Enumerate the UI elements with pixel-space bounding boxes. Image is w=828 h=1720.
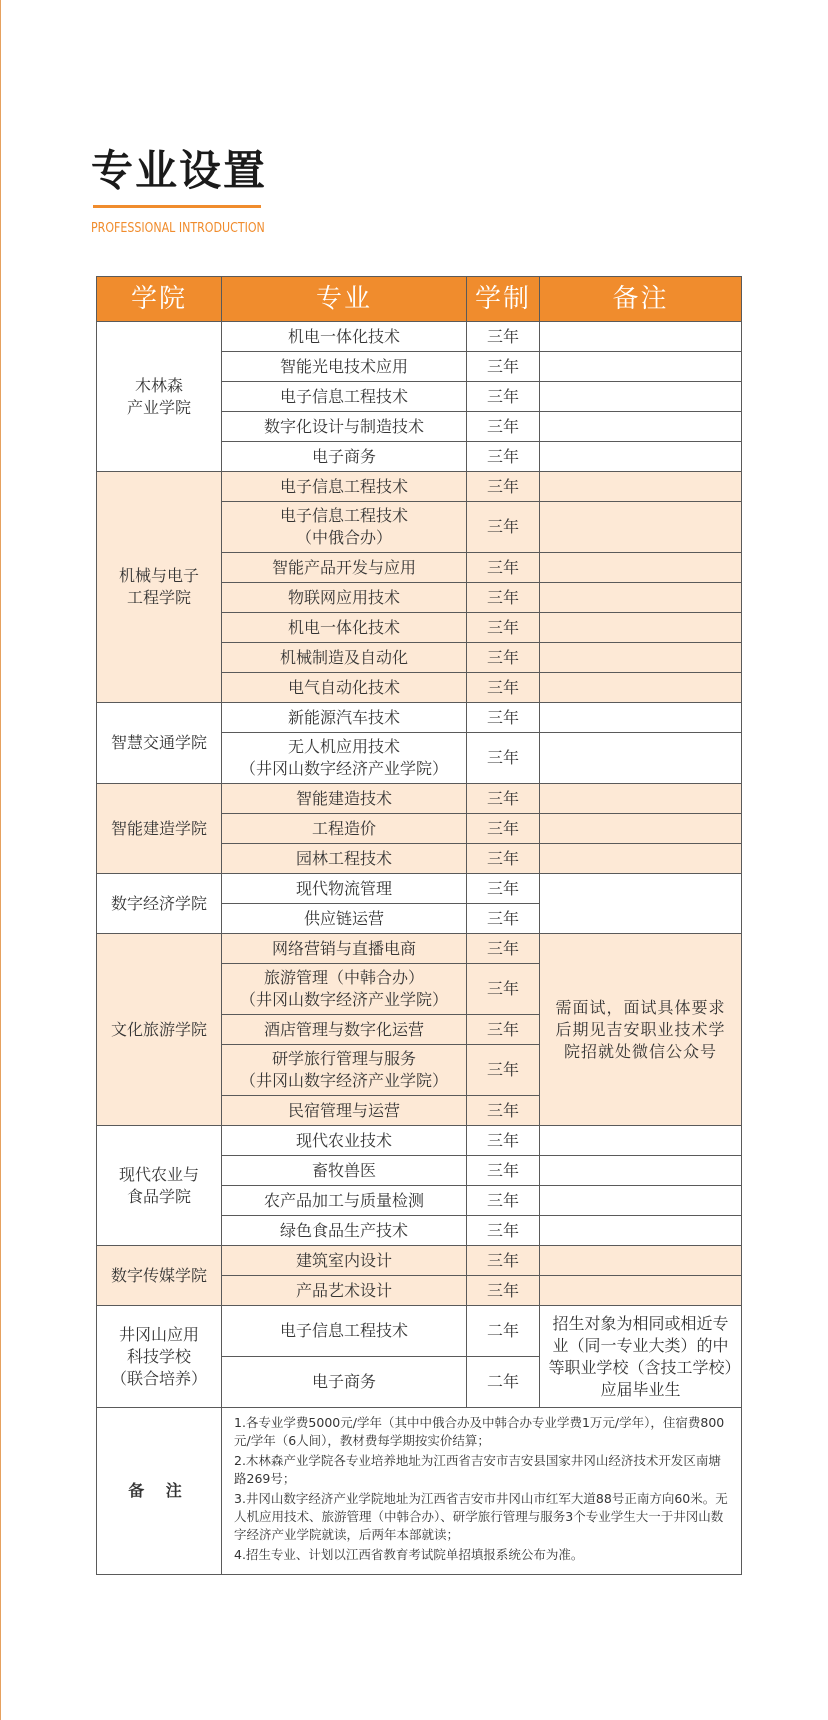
duration-cell: 三年 (467, 1015, 540, 1045)
duration-cell: 三年 (467, 1156, 540, 1186)
note-line: 2.木林森产业学院各专业培养地址为江西省吉安市吉安县国家井冈山经济技术开发区南塘路269号； (234, 1453, 721, 1486)
table-row (97, 934, 742, 964)
table-row (97, 472, 742, 502)
joint-training-note: 招生对象为相同或相近专业（同一专业大类）的中等职业学校（含技工学校）应届毕业生 (540, 1306, 742, 1408)
major-cell: 畜牧兽医 (222, 1156, 467, 1186)
major-cell: 网络营销与直播电商 (222, 934, 467, 964)
major-cell: 电气自动化技术 (222, 673, 467, 703)
duration-cell: 三年 (467, 502, 540, 553)
remark-cell (540, 1156, 742, 1186)
remark-cell (540, 583, 742, 613)
duration-cell: 三年 (467, 1216, 540, 1246)
remark-cell (540, 472, 742, 502)
remark-cell (540, 1186, 742, 1216)
remark-cell (540, 844, 742, 874)
major-cell: 电子信息工程技术 (222, 472, 467, 502)
remark-cell (540, 643, 742, 673)
major-cell: 数字化设计与制造技术 (222, 412, 467, 442)
notes-text (222, 1408, 742, 1575)
duration-cell: 三年 (467, 613, 540, 643)
majors-table (96, 276, 742, 1575)
major-cell: 电子商务 (222, 1357, 467, 1408)
major-cell: 智能建造技术 (222, 784, 467, 814)
major-cell: 旅游管理（中韩合办） （井冈山数字经济产业学院） (222, 964, 467, 1015)
remark-cell (540, 1126, 742, 1156)
major-cell: 机电一体化技术 (222, 322, 467, 352)
duration-cell: 三年 (467, 964, 540, 1015)
college-cell: 机械与电子 工程学院 (97, 472, 222, 703)
remark-cell (540, 502, 742, 553)
major-cell: 无人机应用技术 （井冈山数字经济产业学院） (222, 733, 467, 784)
duration-cell: 三年 (467, 322, 540, 352)
major-cell: 产品艺术设计 (222, 1276, 467, 1306)
header-duration: 学制 (467, 277, 540, 322)
remark-cell (540, 322, 742, 352)
duration-cell: 三年 (467, 934, 540, 964)
college-cell: 智能建造学院 (97, 784, 222, 874)
remark-cell (540, 874, 742, 934)
duration-cell: 三年 (467, 1276, 540, 1306)
major-cell: 电子信息工程技术 (222, 382, 467, 412)
duration-cell: 三年 (467, 643, 540, 673)
table-row (97, 874, 742, 904)
remark-cell (540, 733, 742, 784)
left-edge-line (0, 0, 1, 1720)
major-cell: 智能光电技术应用 (222, 352, 467, 382)
remark-cell (540, 784, 742, 814)
remark-cell (540, 814, 742, 844)
duration-cell: 三年 (467, 874, 540, 904)
duration-cell: 三年 (467, 553, 540, 583)
remark-cell (540, 442, 742, 472)
table-header-row (97, 277, 742, 322)
major-cell: 智能产品开发与应用 (222, 553, 467, 583)
notes-label: 备 注 (97, 1408, 222, 1575)
major-cell: 机电一体化技术 (222, 613, 467, 643)
major-cell: 民宿管理与运营 (222, 1096, 467, 1126)
duration-cell: 二年 (467, 1306, 540, 1357)
major-cell: 现代物流管理 (222, 874, 467, 904)
table-row (97, 1306, 742, 1357)
page-title: 专业设置 (91, 146, 268, 195)
major-cell: 农产品加工与质量检测 (222, 1186, 467, 1216)
college-cell: 数字传媒学院 (97, 1246, 222, 1306)
duration-cell: 三年 (467, 442, 540, 472)
college-cell: 文化旅游学院 (97, 934, 222, 1126)
duration-cell: 二年 (467, 1357, 540, 1408)
college-cell: 现代农业与 食品学院 (97, 1126, 222, 1246)
major-cell: 建筑室内设计 (222, 1246, 467, 1276)
duration-cell: 三年 (467, 382, 540, 412)
note-line: 4.招生专业、计划以江西省教育考试院单招填报系统公布为准。 (234, 1547, 584, 1562)
table-row (97, 784, 742, 814)
notes-row (97, 1408, 742, 1575)
remark-cell (540, 412, 742, 442)
duration-cell: 三年 (467, 352, 540, 382)
page-subtitle: PROFESSIONAL INTRODUCTION (91, 221, 265, 236)
table-row (97, 703, 742, 733)
major-cell: 现代农业技术 (222, 1126, 467, 1156)
major-cell: 电子信息工程技术 (222, 1306, 467, 1357)
table-row (97, 1126, 742, 1156)
major-cell: 研学旅行管理与服务 （井冈山数字经济产业学院） (222, 1045, 467, 1096)
remark-cell (540, 382, 742, 412)
major-cell: 电子商务 (222, 442, 467, 472)
header-major: 专业 (222, 277, 467, 322)
major-cell: 园林工程技术 (222, 844, 467, 874)
college-cell: 井冈山应用 科技学校 （联合培养） (97, 1306, 222, 1408)
title-underline (93, 205, 261, 208)
major-cell: 新能源汽车技术 (222, 703, 467, 733)
duration-cell: 三年 (467, 904, 540, 934)
note-line: 1.各专业学费5000元/学年（其中中俄合办及中韩合办专业学费1万元/学年），住宿费800元/学年（6人间），教材费每学期按实价结算； (234, 1415, 725, 1448)
duration-cell: 三年 (467, 1045, 540, 1096)
remark-cell (540, 553, 742, 583)
major-cell: 绿色食品生产技术 (222, 1216, 467, 1246)
remark-cell (540, 673, 742, 703)
remark-cell (540, 1276, 742, 1306)
college-cell: 数字经济学院 (97, 874, 222, 934)
duration-cell: 三年 (467, 1096, 540, 1126)
note-line: 3.井冈山数字经济产业学院地址为江西省吉安市井冈山市红军大道88号正南方向60米。无人机应用技术、旅游管理（中韩合办）、研学旅行管理与服务3个专业学生大一于井冈山数字经济产业学院就读，后两年本部就读； (234, 1491, 728, 1542)
major-cell: 电子信息工程技术 （中俄合办） (222, 502, 467, 553)
major-cell: 机械制造及自动化 (222, 643, 467, 673)
duration-cell: 三年 (467, 844, 540, 874)
college-cell: 智慧交通学院 (97, 703, 222, 784)
duration-cell: 三年 (467, 472, 540, 502)
remark-cell (540, 703, 742, 733)
duration-cell: 三年 (467, 814, 540, 844)
header-remark: 备注 (540, 277, 742, 322)
major-cell: 供应链运营 (222, 904, 467, 934)
major-cell: 工程造价 (222, 814, 467, 844)
duration-cell: 三年 (467, 1126, 540, 1156)
duration-cell: 三年 (467, 733, 540, 784)
duration-cell: 三年 (467, 673, 540, 703)
table-row (97, 1246, 742, 1276)
interview-note: 需面试，面试具体要求后期见吉安职业技术学院招就处微信公众号 (540, 934, 742, 1126)
duration-cell: 三年 (467, 412, 540, 442)
major-cell: 物联网应用技术 (222, 583, 467, 613)
duration-cell: 三年 (467, 1246, 540, 1276)
duration-cell: 三年 (467, 583, 540, 613)
remark-cell (540, 352, 742, 382)
college-cell: 木林森 产业学院 (97, 322, 222, 472)
duration-cell: 三年 (467, 703, 540, 733)
remark-cell (540, 1246, 742, 1276)
major-cell: 酒店管理与数字化运营 (222, 1015, 467, 1045)
remark-cell (540, 1216, 742, 1246)
duration-cell: 三年 (467, 1186, 540, 1216)
header-college: 学院 (97, 277, 222, 322)
remark-cell (540, 613, 742, 643)
duration-cell: 三年 (467, 784, 540, 814)
table-row (97, 322, 742, 352)
